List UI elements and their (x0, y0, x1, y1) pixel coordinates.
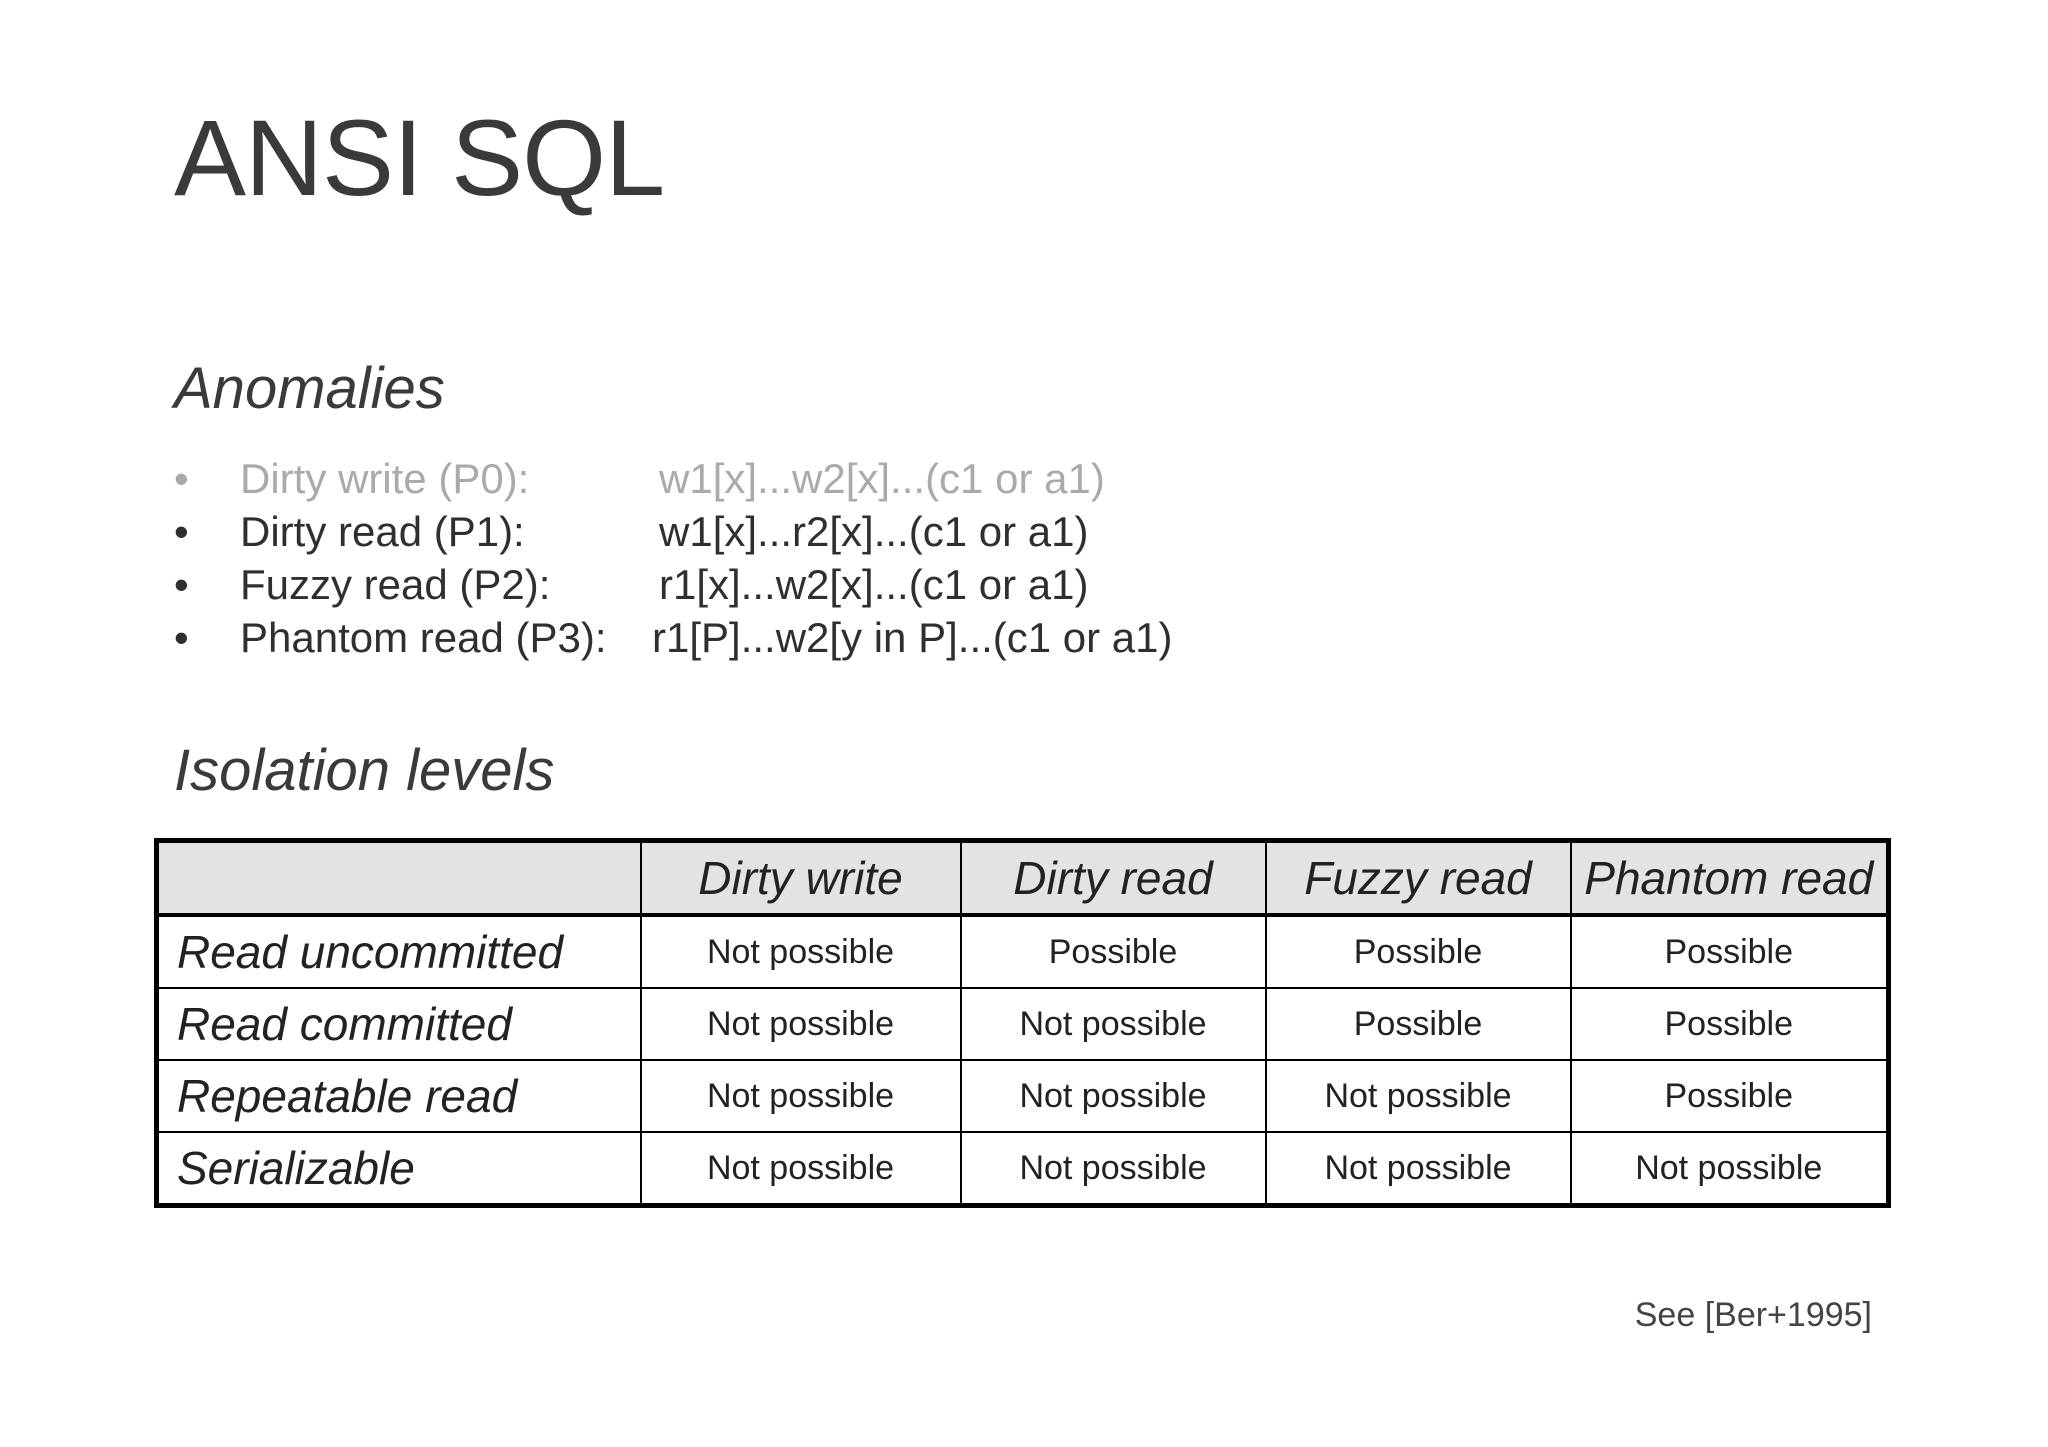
column-header-dirty-write: Dirty write (641, 841, 961, 916)
table-cell: Not possible (641, 1132, 961, 1206)
table-cell: Possible (1571, 915, 1889, 988)
table-cell: Possible (1266, 915, 1571, 988)
bullet-icon: • (174, 455, 189, 502)
bullet-icon: • (174, 508, 189, 555)
column-header-dirty-read: Dirty read (961, 841, 1266, 916)
table-cell: Not possible (1571, 1132, 1889, 1206)
table-cell: Possible (961, 915, 1266, 988)
anomaly-name: Fuzzy read (P2): (240, 561, 551, 608)
table-cell: Possible (1571, 988, 1889, 1060)
anomalies-heading: Anomalies (174, 356, 445, 421)
table-row (157, 1132, 1889, 1206)
anomaly-formula: r1[x]...w2[x]...(c1 or a1) (659, 561, 1089, 608)
bullet-icon: • (174, 561, 189, 608)
table-cell: Not possible (1266, 1132, 1571, 1206)
row-header-read-uncommitted: Read uncommitted (157, 915, 641, 988)
table-cell: Not possible (1266, 1060, 1571, 1132)
table-cell: Not possible (641, 988, 961, 1060)
row-header-serializable: Serializable (157, 1132, 641, 1206)
citation-reference: See [Ber+1995] (1634, 1296, 1872, 1334)
table-cell: Possible (1571, 1060, 1889, 1132)
anomaly-formula: w1[x]...r2[x]...(c1 or a1) (659, 508, 1089, 555)
table-cell: Not possible (961, 1132, 1266, 1206)
row-header-read-committed: Read committed (157, 988, 641, 1060)
slide-title: ANSI SQL (174, 97, 665, 218)
table-cell: Not possible (641, 915, 961, 988)
column-header-phantom-read: Phantom read (1571, 841, 1889, 916)
isolation-levels-heading: Isolation levels (174, 738, 555, 803)
isolation-levels-table (154, 838, 1891, 1208)
table-cell: Not possible (961, 1060, 1266, 1132)
table-row (157, 1060, 1889, 1132)
table-row (157, 988, 1889, 1060)
table-row (157, 915, 1889, 988)
anomaly-formula: r1[P]...w2[y in P]...(c1 or a1) (652, 614, 1173, 661)
anomaly-name: Phantom read (P3): (240, 614, 607, 661)
anomaly-name: Dirty read (P1): (240, 508, 525, 555)
table-header-row (157, 841, 1889, 916)
anomaly-formula: w1[x]...w2[x]...(c1 or a1) (659, 455, 1105, 502)
table-cell: Possible (1266, 988, 1571, 1060)
anomaly-name: Dirty write (P0): (240, 455, 530, 502)
column-header-fuzzy-read: Fuzzy read (1266, 841, 1571, 916)
bullet-icon: • (174, 614, 189, 661)
table-cell: Not possible (961, 988, 1266, 1060)
column-header-corner (157, 841, 641, 916)
table-cell: Not possible (641, 1060, 961, 1132)
row-header-repeatable-read: Repeatable read (157, 1060, 641, 1132)
